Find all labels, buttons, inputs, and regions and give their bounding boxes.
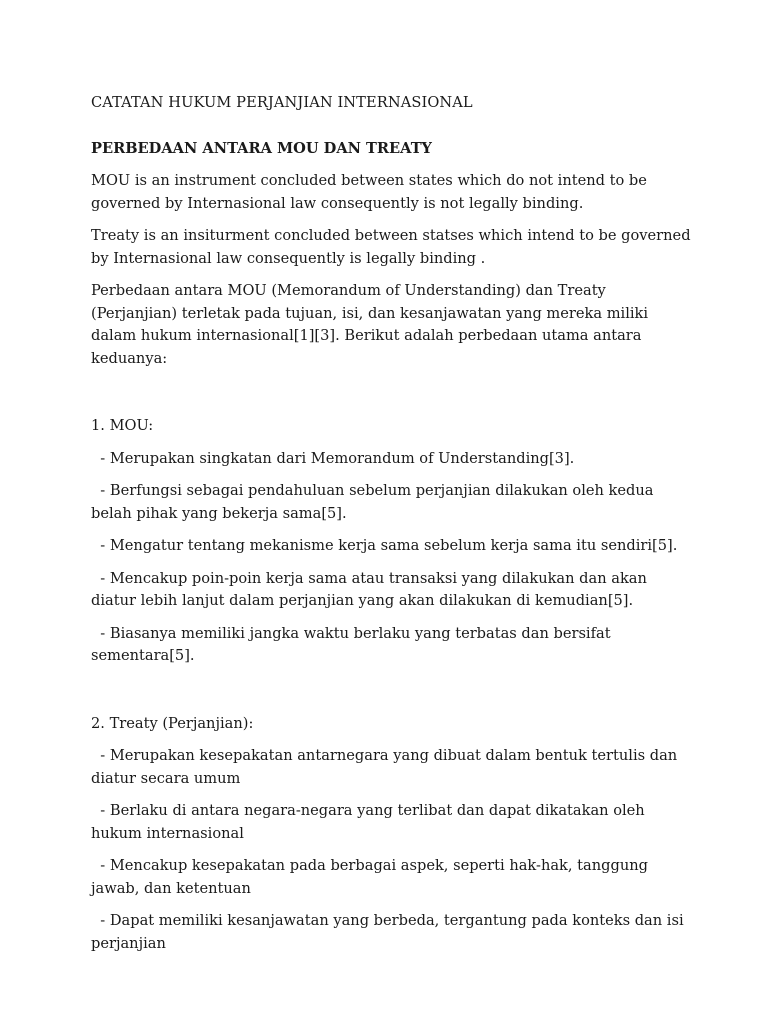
paragraph-comparison-intro: Perbedaan antara MOU (Memorandum of Understanding) dan Treaty (Perjanjian) terletak pada tujuan, isi, dan kesanjawatan yang mereka miliki dalam hukum internasional[1][3]. Berikut adalah perbedaan utama antara keduanya: (91, 282, 649, 367)
list-item: - Merupakan singkatan dari Memorandum of Understanding[3]. (91, 449, 575, 467)
list-item: - Biasanya memiliki jangka waktu berlaku yang terbatas dan bersifat sementara[5]. (91, 624, 616, 664)
list-item: - Mencakup kesepakatan pada berbagai aspek, seperti hak-hak, tanggung jawab, dan ketentuan (91, 857, 653, 897)
list-item: - Mengatur tentang mekanisme kerja sama sebelum kerja sama itu sendiri[5]. (91, 537, 678, 554)
list-item: - Berlaku di antara negara-negara yang terlibat dan dapat dikatakan oleh hukum internasional (91, 802, 650, 842)
paragraph-treaty-definition: Treaty is an insiturment concluded between statses which intend to be governed by Internasional law consequently is legally binding . (91, 227, 691, 267)
list-item: - Merupakan kesepakatan antarnegara yang dibuat dalam bentuk tertulis dan diatur secara umum (91, 747, 682, 787)
list-title-treaty: 2. Treaty (Perjanjian): (91, 714, 254, 732)
document-page (91, 92, 691, 955)
paragraph-mou-definition: MOU is an instrument concluded between states which do not intend to be governed by Internasional law consequently is not legally binding. (91, 172, 647, 212)
document-title: CATATAN HUKUM PERJANJIAN INTERNASIONAL (91, 94, 473, 111)
list-item: - Mencakup poin-poin kerja sama atau transaksi yang dilakukan dan akan diatur lebih lanjut dalam perjanjian yang akan dilakukan di kemudian[5]. (91, 569, 652, 609)
list-title-mou: 1. MOU: (91, 417, 154, 434)
list-item: - Berfungsi sebagai pendahuluan sebelum perjanjian dilakukan oleh kedua belah pihak yang bekerja sama[5]. (91, 482, 659, 522)
section-heading: PERBEDAAN ANTARA MOU DAN TREATY (91, 139, 432, 157)
list-item: - Dapat memiliki kesanjawatan yang berbeda, tergantung pada konteks dan isi perjanjian (91, 912, 689, 952)
